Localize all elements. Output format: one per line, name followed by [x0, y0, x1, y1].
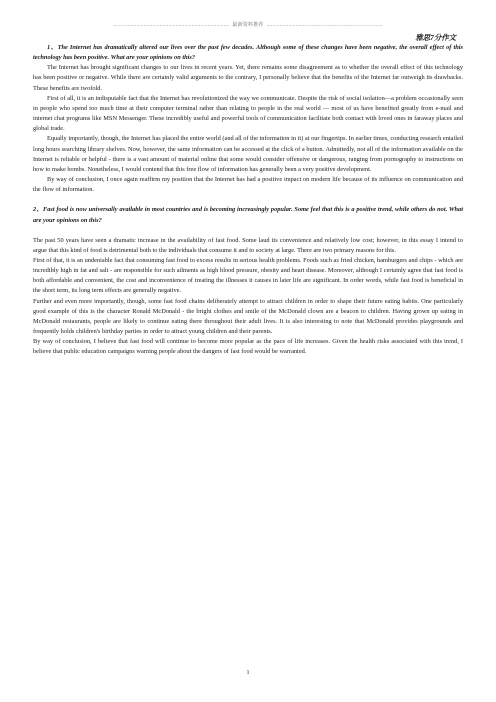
section-spacer — [33, 226, 463, 236]
header-right-dots: ................................................................................ — [266, 23, 383, 28]
essay1-paragraph-2: First of all, it is an indisputable fact that the Internet has revolutionized the way we communicate. Despite the risk of social isolation—a problem occasionally seen in people who spend too much time at their computer terminal rather than relating to people in the real world — most of us have benefited greatly from e-mail and internet chat programs like MSN Messenger. These incredibly useful and powerful tools of communication facilitate both contact with loved ones in faraway places and global trade. — [33, 94, 463, 133]
essay2-paragraph-3: Further and even more importantly, though, some fast food chains deliberately attempt to attract children in order to shape their future eating habits. One particularly good example of this is the character Ronald McDonald - the bright clothes and smile of the McDonald clown are a beacon to children. Having grown up eating in McDonald restaurants, people are likely to continue eating there throughout their adult lives. It is also interesting to note that McDonald provides playgrounds and frequently holds children's birthday parties in order to attract young children and their parents. — [33, 297, 463, 336]
essay1-paragraph-3: Equally importantly, though, the Internet has placed the entire world (and all of the information in it) at our fingertips. In earlier times, conducting research entailed long hours searching library shelves. Now, however, the same information can be accessed at the click of a button. Admittedly, not all of the information available on the Internet is reliable or helpful - there is a vast amount of material online that some would consider offensive or dangerous, ranging from pornography to instructions on how to make bombs. Nonetheless, I would contend that this free flow of information has generally been a very positive development. — [33, 135, 463, 173]
essay2-paragraph-1: The past 50 years have seen a dramatic increase in the availability of fast food. Some laud its convenience and relatively low cost; however, in this essay I intend to argue that this kind of food is detrimental both to the individuals that consume it and to society at large. There are two primary reasons for this. — [33, 236, 463, 254]
essay1-prompt: 1、The Internet has dramatically altered our lives over the past few decades. Although some of these changes have been negative, the overall effect of this technology has been positive. What are your opinions on this? — [33, 44, 463, 62]
section-spacer — [33, 195, 463, 205]
essay-content — [33, 43, 463, 358]
essay2-paragraph-4: By way of conclusion, I believe that fast food will continue to become more popular as the pace of life increases. Given the health risks associated with this trend, I believe that public education campaigns warning people about the dangers of fast food would be warranted. — [33, 338, 463, 356]
document-title: 雅思7分作文 — [415, 33, 456, 42]
page-number: 1 — [246, 670, 250, 676]
essay1-paragraph-4: By way of conclusion, I once again reaffirm my position that the Internet has had a positive impact on modern life because of its influence on communication and the flow of information. — [33, 176, 463, 194]
header-label: 最新资料推荐 — [232, 22, 264, 28]
essay1-paragraph-1: The Internet has brought significant changes to our lives in recent years. Yet, there remains some disagreement as to whether the overall effect of this technology has been positive or negative. While there are certainly valid arguments to the contrary, I personally believe that the benefits of the Internet far outweigh its drawbacks. These benefits are twofold. — [33, 64, 463, 92]
essay2-prompt: 2、Fast food is now universally available in most countries and is becoming increasingly popular. Some feel that this is a positive trend, while others do not. What are your opinions on this? — [33, 206, 463, 224]
page-header — [60, 21, 436, 28]
essay2-paragraph-2: First of that, it is an undeniable fact that consuming fast food to excess results in serious health problems. Foods such as fried chicken, hamburgers and chips - which are incredibly high in fat and salt - are responsible for such ailments as high blood pressure, obesity and heart disease. Moreover, although I certainly agree that fast food is both affordable and convenient, the cost and inconvenience of treating the illnesses it causes in later life are significant. In order words, while fast food is beneficial in the short term, its long term effects are generally negative. — [33, 256, 463, 295]
header-left-dots: ................................................................................ — [113, 23, 230, 28]
